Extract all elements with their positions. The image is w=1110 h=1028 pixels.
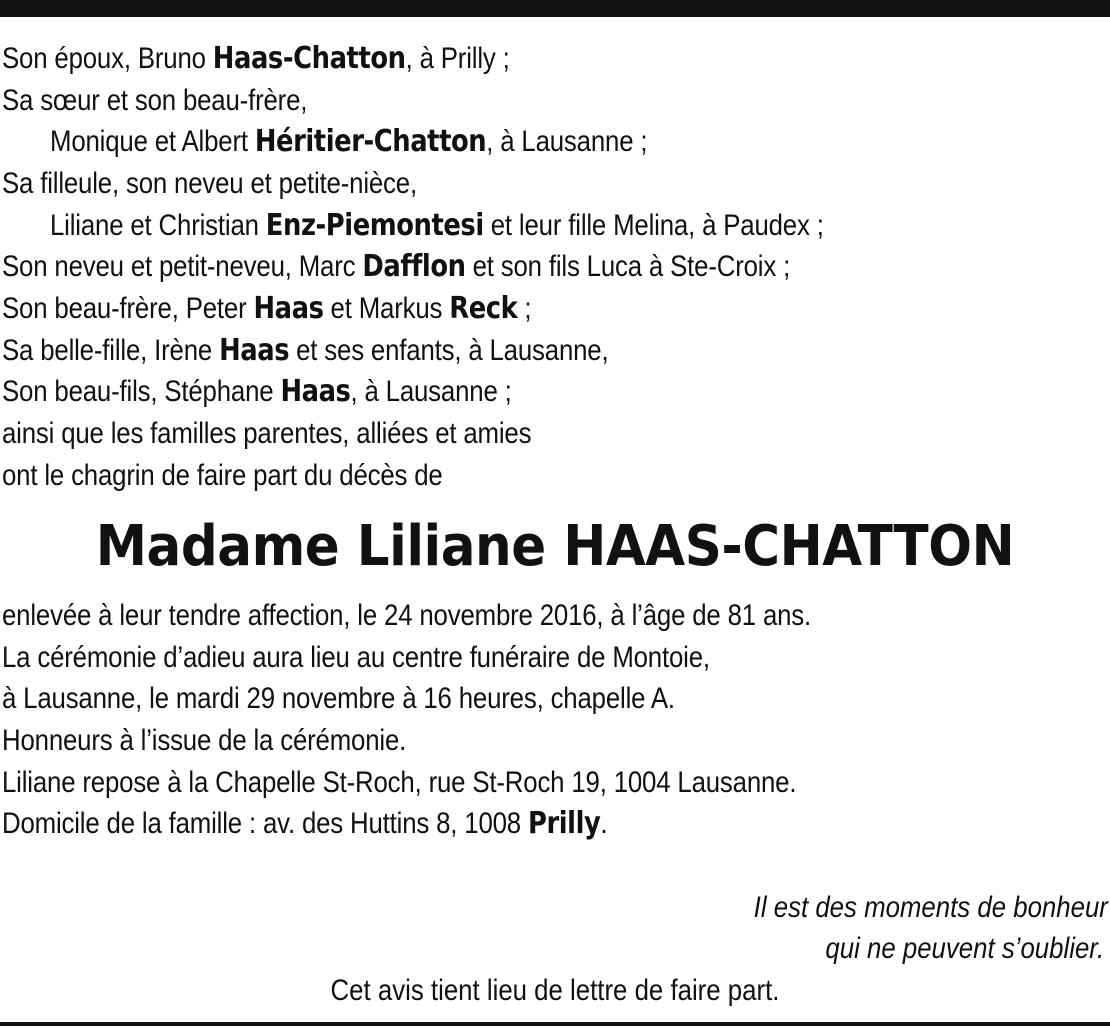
family-line-goddaughter xyxy=(50,205,824,247)
text-segment: Son neveu et petit-neveu, Marc xyxy=(2,250,363,283)
text-segment: , à Prilly ; xyxy=(405,42,510,75)
bold-surname: Haas xyxy=(219,333,290,368)
text-segment: Domicile de la famille : av. des Huttins 8, 1008 xyxy=(2,807,528,840)
text-segment: Monique et Albert xyxy=(50,125,255,158)
family-line-brother-in-law xyxy=(2,288,531,330)
text-segment: Son beau-fils, Stéphane xyxy=(2,375,281,408)
text-segment: et Markus xyxy=(323,292,450,325)
family-line-announcement xyxy=(2,455,443,497)
text-segment: , à Lausanne ; xyxy=(486,125,648,158)
bottom-rule xyxy=(0,1022,1110,1026)
text-segment: Liliane et Christian xyxy=(50,209,266,242)
bold-place: Prilly xyxy=(527,806,601,841)
bold-surname: Dafflon xyxy=(362,249,466,284)
text-segment: Sa filleule, son neveu et petite-nièce, xyxy=(2,167,417,200)
family-line-sister xyxy=(50,121,647,163)
text-segment: et son fils Luca à Ste-Croix ; xyxy=(465,250,791,283)
family-line-spouse xyxy=(2,38,510,80)
text-segment: Son époux, Bruno xyxy=(2,42,213,75)
quote-line-2: qui ne peuvent s’oublier. xyxy=(825,932,1104,965)
details-line-passing: enlevée à leur tendre affection, le 24 novembre 2016, à l’âge de 81 ans. xyxy=(2,599,812,632)
details-line-domicile xyxy=(2,803,607,845)
bold-surname: Héritier-Chatton xyxy=(254,124,487,159)
text-segment: et leur fille Melina, à Paudex ; xyxy=(483,209,824,242)
text-segment: et ses enfants, à Lausanne, xyxy=(289,334,609,367)
bold-surname: Haas-Chatton xyxy=(212,41,406,76)
deceased-name: Madame Liliane HAAS-CHATTON xyxy=(95,514,1015,579)
family-line-nephew xyxy=(2,246,790,288)
text-segment: ; xyxy=(517,292,532,325)
text-segment: ont le chagrin de faire part du décès de xyxy=(2,459,443,492)
details-line-ceremony-time: à Lausanne, le mardi 29 novembre à 16 heures, chapelle A. xyxy=(2,682,675,715)
text-segment: Sa sœur et son beau-frère, xyxy=(2,84,308,117)
details-line-honours: Honneurs à l’issue de la cérémonie. xyxy=(2,724,407,757)
bold-surname: Haas xyxy=(253,291,324,326)
quote-line-1: Il est des moments de bonheur xyxy=(753,891,1108,924)
details-line-rests: Liliane repose à la Chapelle St-Roch, rue St-Roch 19, 1004 Lausanne. xyxy=(2,766,797,799)
bold-surname: Enz-Piemontesi xyxy=(265,208,484,243)
family-line-goddaughter-heading xyxy=(2,163,417,205)
text-segment: Son beau-frère, Peter xyxy=(2,292,254,325)
bold-surname: Haas xyxy=(280,374,351,409)
text-segment: . xyxy=(600,807,608,840)
closing-note: Cet avis tient lieu de lettre de faire part. xyxy=(330,974,780,1007)
top-rule xyxy=(0,0,1110,17)
text-segment: Sa belle-fille, Irène xyxy=(2,334,220,367)
text-segment: ainsi que les familles parentes, alliées et amies xyxy=(2,417,532,450)
details-line-ceremony: La cérémonie d’adieu aura lieu au centre funéraire de Montoie, xyxy=(2,641,710,674)
text-segment: , à Lausanne ; xyxy=(350,375,512,408)
family-line-daughter-in-law xyxy=(2,330,608,372)
family-line-relatives xyxy=(2,413,531,455)
family-line-sister-heading xyxy=(2,80,307,122)
family-line-stepson xyxy=(2,371,512,413)
bold-surname: Reck xyxy=(449,291,518,326)
